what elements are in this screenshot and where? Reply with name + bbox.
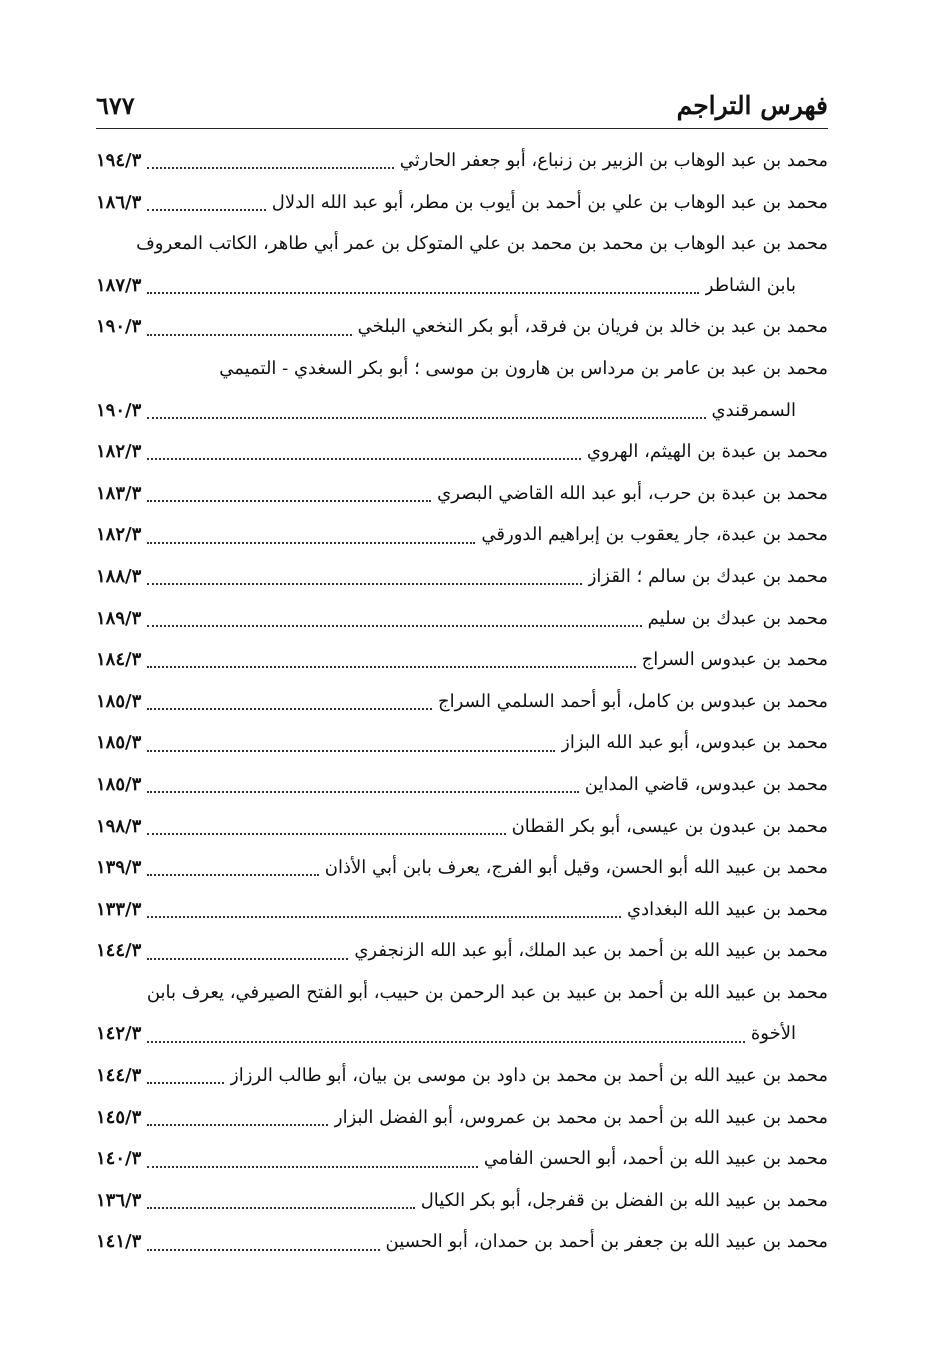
entry-name: محمد بن عبدوس بن كامل، أبو أحمد السلمي السراج [437,690,828,712]
index-entry [96,1097,828,1139]
index-entry [96,1180,828,1222]
index-entry [96,514,828,556]
entry-name: محمد بن عبدة بن حرب، أبو عبد الله القاضي البصري [437,482,828,504]
index-entry [96,847,828,889]
entry-name: محمد بن عبد الوهاب بن محمد بن محمد بن علي المتوكل بن عمر أبي طاهر، الكاتب المعروف [136,233,828,255]
dot-leader [147,166,394,169]
entry-name-continuation: الأخوة [750,1023,796,1045]
entry-name: محمد بن عبدوس، قاضي المداين [584,773,828,795]
entry-name: محمد بن عبد الوهاب بن علي بن أحمد بن أيوب بن مطر، أبو عبد الله الدلال [271,191,828,213]
page-header [96,70,828,120]
entry-reference: ١٤٤/٣ [96,1065,142,1087]
dot-leader [147,416,705,419]
index-entry [96,473,828,515]
dot-leader [147,1165,478,1168]
dot-leader [147,291,699,294]
dot-leader [147,832,505,835]
index-entry [96,182,828,224]
dot-leader [147,541,475,544]
index-entry [96,306,828,348]
entry-reference: ١٨٢/٣ [96,524,142,546]
index-entry-continuation [96,1013,828,1055]
entry-name: محمد بن عبيد الله بن الفضل بن قفرجل، أبو بكر الكيال [420,1189,828,1211]
dot-leader [147,665,635,668]
entry-reference: ١٨٥/٣ [96,732,142,754]
entry-reference: ١٩٠/٣ [96,316,142,338]
index-entry [96,1221,828,1263]
entry-reference: ١٩٠/٣ [96,399,142,421]
dot-leader [147,582,581,585]
index-entry-line [96,348,828,390]
index-entry [96,598,828,640]
entry-name: محمد بن عبيد الله البغدادي [626,898,828,920]
index-entry-continuation [96,265,828,307]
dot-leader [147,457,581,460]
entry-name: محمد بن عبيد الله بن أحمد بن محمد بن داود بن موسى بن بيان، أبو طالب الرزاز [230,1065,828,1087]
dot-leader [147,499,431,502]
index-entry [96,1138,828,1180]
index-entry [96,556,828,598]
index-entry [96,140,828,182]
header-rule [96,128,828,129]
entry-reference: ١٤٠/٣ [96,1148,142,1170]
entry-name: محمد بن عبدك بن سليم [647,607,828,629]
index-entry [96,1055,828,1097]
entry-reference: ١٨٦/٣ [96,191,142,213]
entry-reference: ١٣٣/٣ [96,898,142,920]
dot-leader [147,749,555,752]
entry-reference: ١٨٤/٣ [96,649,142,671]
index-entry [96,806,828,848]
entry-reference: ١٨٥/٣ [96,690,142,712]
entry-reference: ١٨٣/٣ [96,482,142,504]
dot-leader [147,957,348,960]
entry-name: محمد بن عبدوس، أبو عبد الله البزاز [561,732,828,754]
entry-name: محمد بن عبيد الله بن أحمد، أبو الحسن الفامي [483,1148,828,1170]
entry-name-continuation: بابن الشاطر [704,274,796,296]
entry-reference: ١٨٩/٣ [96,607,142,629]
index-entry [96,639,828,681]
index-entry [96,431,828,473]
index-entry [96,930,828,972]
running-title: فهرس التراجم [676,91,828,120]
entry-name: محمد بن عبيد الله بن أحمد بن محمد بن عمروس، أبو الفضل البزار [333,1106,828,1128]
page-number: ٦٧٧ [96,91,135,120]
dot-leader [147,707,432,710]
dot-leader [147,1040,745,1043]
entry-name-continuation: السمرقندي [711,399,796,421]
dot-leader [147,1248,379,1251]
entry-name: محمد بن عبد الوهاب بن الزبير بن زنباع، أبو جعفر الحارثي [399,150,828,171]
index-entry-continuation [96,390,828,432]
dot-leader [147,208,266,211]
index-entries [96,140,828,1263]
dot-leader [147,1206,414,1209]
entry-reference: ١٤١/٣ [96,1231,142,1253]
dot-leader [147,873,319,876]
entry-name: محمد بن عبدة بن الهيثم، الهروي [586,441,828,463]
entry-reference: ١٨٧/٣ [96,274,142,296]
entry-name: محمد بن عبيد الله بن جعفر بن أحمد بن حمدان، أبو الحسين [385,1231,828,1253]
entry-name: محمد بن عبد بن عامر بن مرداس بن هارون بن موسى ؛ أبو بكر السغدي - التميمي [219,357,828,379]
dot-leader [147,1081,224,1084]
entry-reference: ١٩٤/٣ [96,150,142,171]
entry-name: محمد بن عبدوس السراج [641,649,828,671]
index-entry [96,681,828,723]
dot-leader [147,790,579,793]
dot-leader [147,915,621,918]
index-entry [96,764,828,806]
entry-reference: ١٨٨/٣ [96,565,142,587]
entry-name: محمد بن عبيد الله بن أحمد بن عبد الملك، أبو عبد الله الزنجفري [354,940,828,962]
index-entry-line [96,972,828,1014]
index-entry-line [96,223,828,265]
entry-name: محمد بن عبد بن خالد بن فريان بن فرقد، أبو بكر النخعي البلخي [357,316,828,338]
dot-leader [147,333,351,336]
entry-reference: ١٣٩/٣ [96,857,142,879]
entry-name: محمد بن عبيد الله بن أحمد بن عبيد بن عبد الرحمن بن حبيب، أبو الفتح الصيرفي، يعرف بابن [146,981,828,1003]
dot-leader [147,624,641,627]
entry-reference: ١٣٦/٣ [96,1189,142,1211]
entry-name: محمد بن عبدة، جار يعقوب بن إبراهيم الدورقي [481,524,828,546]
entry-name: محمد بن عبدك بن سالم ؛ القزاز [587,565,828,587]
entry-name: محمد بن عبيد الله أبو الحسن، وقيل أبو الفرج، يعرف بابن أبي الأذان [324,857,828,879]
entry-name: محمد بن عبدون بن عيسى، أبو بكر القطان [511,815,828,837]
entry-reference: ١٤٤/٣ [96,940,142,962]
entry-reference: ١٨٥/٣ [96,773,142,795]
index-entry [96,722,828,764]
entry-reference: ١٩٨/٣ [96,815,142,837]
entry-reference: ١٤٢/٣ [96,1023,142,1045]
entry-reference: ١٤٥/٣ [96,1106,142,1128]
entry-reference: ١٨٢/٣ [96,441,142,463]
index-entry [96,889,828,931]
dot-leader [147,1123,328,1126]
